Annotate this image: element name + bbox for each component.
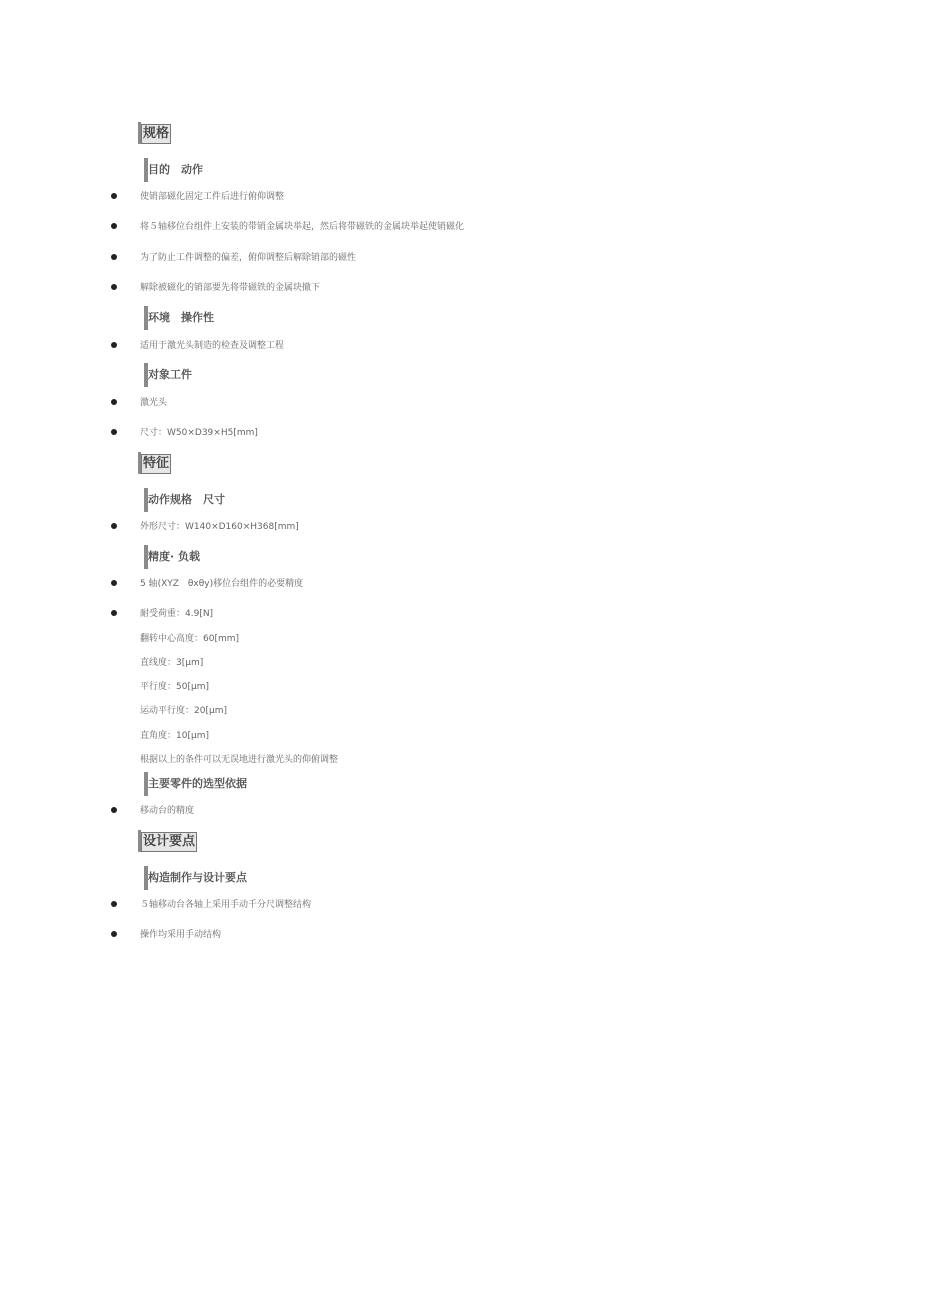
list-item-text: 使销部磁化固定工件后进行俯仰调整 [140,192,285,202]
bullet-icon [111,429,117,435]
detail-line: 平行度：50[μm] [140,682,209,692]
bullet-icon [111,580,117,586]
list-item-text: 移动台的精度 [140,806,195,816]
detail-line: 根据以上的条件可以无误地进行激光头的仰俯调整 [140,755,339,765]
bullet-icon [111,901,117,907]
detail-line: 运动平行度：20[μm] [140,706,227,716]
bullet-icon [111,284,117,290]
list-item-text: 将５轴移位台组件上安装的带销金属块举起，然后将带磁铁的金属块举起使销磁化 [140,222,465,232]
bullet-icon [111,399,117,405]
subheading-text: 环境 操作性 [148,311,214,324]
bullet-icon [111,523,117,529]
subheading-text: 对象工件 [148,368,192,381]
list-item-text: 适用于激光头制造的检查及调整工程 [140,341,285,351]
section-title-text: 设计要点 [141,832,197,852]
bullet-icon [111,610,117,616]
list-item-text: 尺寸：W50×D39×H5[mm] [140,428,258,438]
bullet-icon [111,223,117,229]
list-item-text: 解除被磁化的销部要先将带磁铁的金属块撤下 [140,283,321,293]
detail-line: 翻转中心高度：60[mm] [140,634,240,644]
list-item-text: 耐受荷重：4.9[N] [140,609,214,619]
list-item-text: 为了防止工件调整的偏差，俯仰调整后解除销部的磁性 [140,253,357,263]
subheading-text: 主要零件的选型依据 [148,777,247,790]
bullet-icon [111,807,117,813]
list-item-text: 操作均采用手动结构 [140,930,222,940]
subheading-text: 动作规格 尺寸 [148,493,225,506]
list-item-text: 激光头 [140,398,168,408]
bullet-icon [111,931,117,937]
section-title-text: 特征 [141,454,171,474]
list-item-text: 外形尺寸：W140×D160×H368[mm] [140,522,299,532]
bullet-icon [111,254,117,260]
bullet-icon [111,342,117,348]
subheading-text: 构造制作与设计要点 [148,871,247,884]
bullet-icon [111,193,117,199]
subheading-text: 目的 动作 [148,163,203,176]
subheading-text: 精度· 负载 [148,550,201,563]
detail-line: 直角度：10[μm] [140,731,209,741]
detail-line: 直线度：3[μm] [140,658,204,668]
list-item-text: ５轴移动台各轴上采用手动千分尺调整结构 [140,900,312,910]
list-item-text: 5 轴(XYZ θxθy)移位台组件的必要精度 [140,579,304,589]
section-title-text: 规格 [141,124,171,144]
